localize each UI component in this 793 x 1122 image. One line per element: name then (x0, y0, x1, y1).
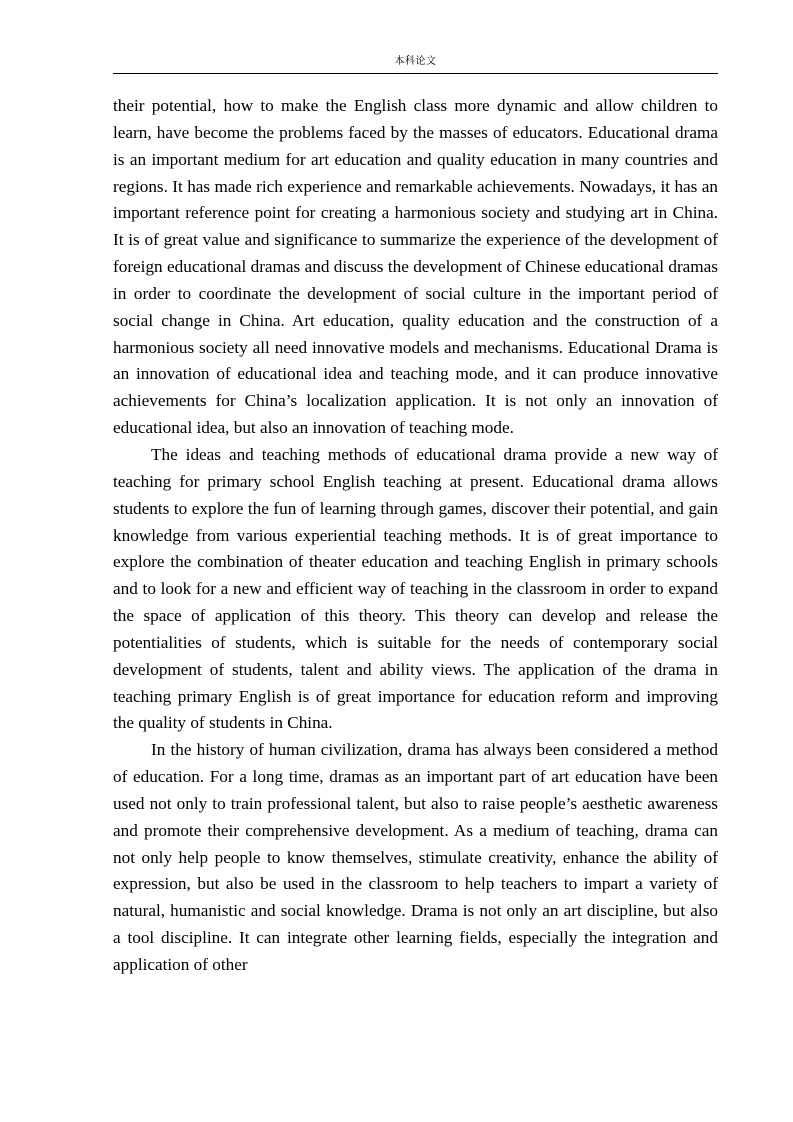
paragraph: In the history of human civilization, drama has always been considered a method of education. For a long time, dramas as an important part of art education have been used not only to train professional talent, but also to raise people’s aesthetic awareness and promote their comprehensive development. As a medium of teaching, drama can not only help people to know themselves, stimulate creativity, enhance the ability of expression, but also be used in the classroom to help teachers to impart a variety of natural, humanistic and social knowledge. Drama is not only an art discipline, but also a tool discipline. It can integrate other learning fields, especially the integration and application of other (113, 740, 718, 974)
paragraph-continued: their potential, how to make the English class more dynamic and allow children to learn, have become the problems faced by the masses of educators. Educational drama is an important medium for art education and quality education in many countries and regions. It has made rich experience and remarkable achievements. Nowadays, it has an important reference point for creating a harmonious society and studying art in China. It is of great value and significance to summarize the experience of the development of foreign educational dramas and discuss the development of Chinese educational dramas in order to coordinate the development of social culture in the important period of social change in China. Art education, quality education and the construction of a harmonious society all need innovative models and mechanisms. Educational Drama is an innovation of educational idea and teaching mode, and it can produce innovative achievements for China’s localization application. It is not only an innovation of educational idea, but also an innovation of teaching mode. (113, 96, 718, 438)
running-header: 本科论文 (394, 56, 437, 67)
header-divider (113, 73, 718, 74)
body-text (113, 93, 718, 979)
paragraph: The ideas and teaching methods of educational drama provide a new way of teaching for primary school English teaching at present. Educational drama allows students to explore the fun of learning through games, discover their potential, and gain knowledge from various experiential teaching methods. It is of great importance to explore the combination of theater education and teaching English in primary schools and to look for a new and efficient way of teaching in the classroom in order to expand the space of application of this theory. This theory can develop and release the potentialities of students, which is suitable for the needs of contemporary social development of students, talent and ability views. The application of the drama in teaching primary English is of great importance for education reform and improving the quality of students in China. (113, 444, 718, 733)
